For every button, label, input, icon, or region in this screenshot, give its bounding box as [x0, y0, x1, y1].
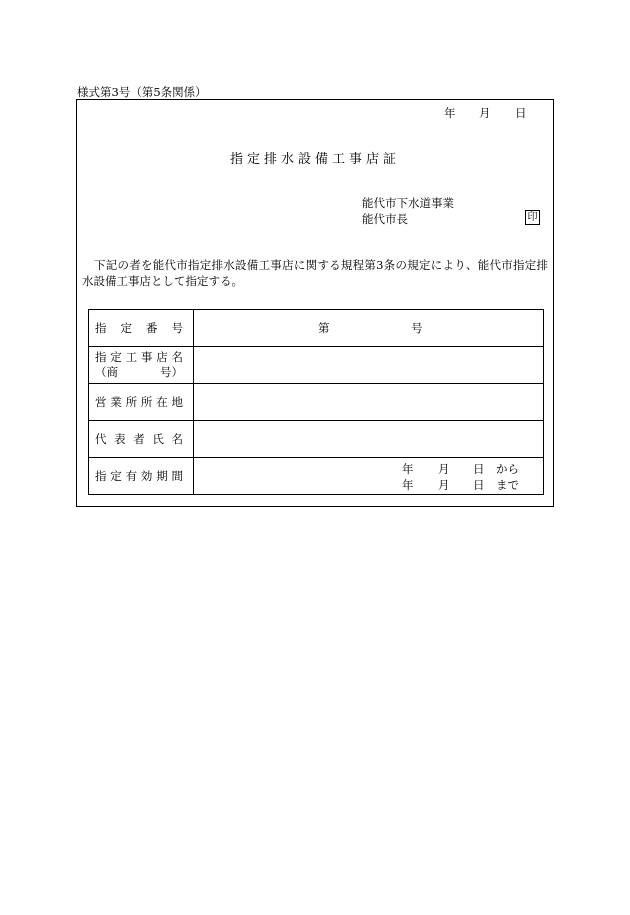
- table-row: [89, 421, 544, 458]
- table-row: [89, 458, 544, 495]
- spread-label: 指 定 番 号: [95, 321, 183, 335]
- table-row: [89, 384, 544, 421]
- shop-name-label: [89, 347, 194, 384]
- designation-statement: 下記の者を能代市指定排水設備工事店に関する規程第3条の規定により、能代市指定排水設備工事店として指定する。: [82, 258, 548, 288]
- office-address-label: [89, 384, 194, 421]
- table-row: [89, 310, 544, 347]
- validity-period-value: [194, 458, 544, 495]
- number-prefix: 第: [318, 321, 330, 335]
- validity-period-label: [89, 458, 194, 495]
- representative-name-label: [89, 421, 194, 458]
- designation-number-value: [194, 310, 544, 347]
- office-address-value: [194, 384, 544, 421]
- designation-number-label: [89, 310, 194, 347]
- valid-to-day: 日: [473, 478, 485, 492]
- shop-name-value: [194, 347, 544, 384]
- spread-label: 指 定 工 事 店 名: [95, 350, 183, 364]
- issue-date-day: 日: [515, 106, 527, 120]
- representative-name-value: [194, 421, 544, 458]
- valid-from-suffix: から: [496, 462, 519, 476]
- valid-from-year: 年: [402, 462, 414, 476]
- table-row: [89, 347, 544, 384]
- issuer-mayor: 能代市長: [362, 212, 408, 226]
- number-suffix: 号: [411, 321, 423, 335]
- seal-mark: 印: [525, 210, 540, 225]
- valid-from-month: 月: [438, 462, 450, 476]
- spread-label: 指 定 有 効 期 間: [95, 469, 183, 483]
- certificate-title: 指定排水設備工事店証: [229, 152, 400, 167]
- form-number-label: 様式第3号（第5条関係）: [77, 85, 207, 99]
- trade-name-sub-label: （商 号）: [95, 365, 183, 379]
- valid-to-month: 月: [438, 478, 450, 492]
- issue-date-month: 月: [479, 106, 491, 120]
- valid-to-year: 年: [402, 478, 414, 492]
- valid-to-suffix: まで: [496, 478, 519, 492]
- certificate-frame: [76, 99, 554, 507]
- issue-date-year: 年: [444, 106, 456, 120]
- issuer-organization: 能代市下水道事業: [362, 196, 454, 210]
- spread-label: 営 業 所 所 在 地: [95, 395, 183, 409]
- designation-info-table: [88, 309, 544, 495]
- valid-from-day: 日: [473, 462, 485, 476]
- spread-label: 代 表 者 氏 名: [95, 432, 183, 446]
